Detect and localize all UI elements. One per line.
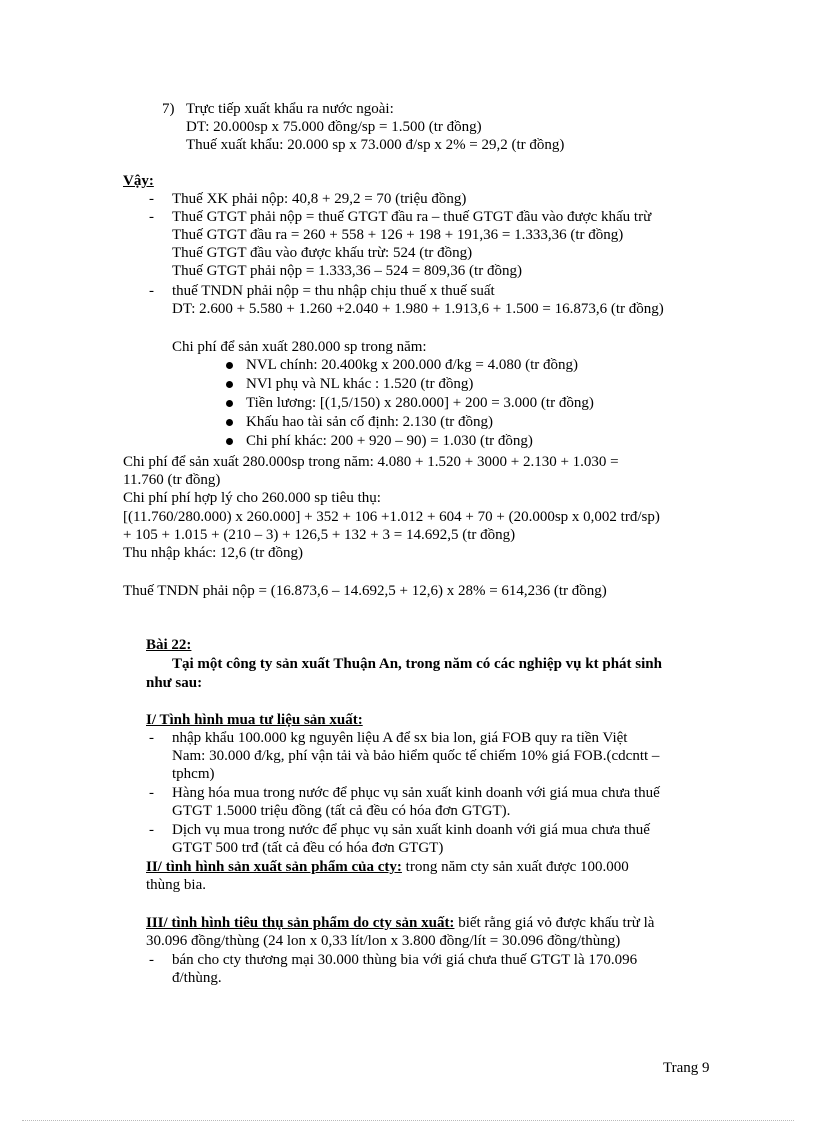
- exercise-intro: như sau:: [146, 675, 203, 691]
- vay-item: Thuế GTGT phải nộp = 1.333,36 – 524 = 809,36 (tr đồng): [172, 263, 522, 279]
- body-line: + 105 + 1.015 + (210 – 3) + 126,5 + 132 + 3 = 14.692,5 (tr đồng): [123, 527, 516, 543]
- cost-item: NVL chính: 20.400kg x 200.000 đ/kg = 4.080 (tr đồng): [246, 357, 579, 373]
- section-ii-text: thùng bia.: [146, 877, 206, 893]
- dash-bullet: -: [149, 730, 154, 746]
- section-i-item: GTGT 1.5000 triệu đồng (tất cả đều có hóa đơn GTGT).: [172, 803, 511, 819]
- bullet-dot-icon: [226, 381, 233, 388]
- section-7-export-tax: Thuế xuất khẩu: 20.000 sp x 73.000 đ/sp x 2% = 29,2 (tr đồng): [186, 137, 565, 153]
- dash-bullet: -: [149, 209, 154, 225]
- section-iii-item: đ/thùng.: [172, 970, 222, 986]
- body-line: [(11.760/280.000) x 260.000] + 352 + 106 +1.012 + 604 + 70 + (20.000sp x 0,002 trđ/sp): [123, 509, 660, 525]
- section-i-item: Hàng hóa mua trong nước để phục vụ sản xuất kinh doanh với giá mua chưa thuế: [172, 785, 660, 801]
- body-line: Chi phí để sản xuất 280.000sp trong năm: 4.080 + 1.520 + 3000 + 2.130 + 1.030 =: [123, 454, 619, 470]
- section-iii-heading: III/ tình hình tiêu thụ sản phẩm do cty sản xuất:: [146, 915, 455, 931]
- section-7-revenue: DT: 20.000sp x 75.000 đồng/sp = 1.500 (tr đồng): [186, 119, 482, 135]
- body-line: 11.760 (tr đồng): [123, 472, 221, 488]
- bullet-dot-icon: [226, 362, 233, 369]
- section-i-item: tphcm): [172, 766, 215, 782]
- section-ii-text: trong năm cty sản xuất được 100.000: [401, 859, 629, 875]
- section-iii-text: biết rằng giá vỏ được khấu trừ là: [454, 915, 655, 931]
- vay-item: Thuế GTGT đầu vào được khấu trừ: 524 (tr đồng): [172, 245, 473, 261]
- dash-bullet: -: [149, 822, 154, 838]
- vay-item: Thuế GTGT phải nộp = thuế GTGT đầu ra – thuế GTGT đầu vào được khấu trừ: [172, 209, 652, 225]
- section-7-title: Trực tiếp xuất khẩu ra nước ngoài:: [186, 101, 394, 117]
- section-ii-line: [146, 858, 629, 876]
- section-ii-heading: II/ tình hình sản xuất sản phẩm của cty:: [146, 859, 402, 875]
- vay-item: DT: 2.600 + 5.580 + 1.260 +2.040 + 1.980 + 1.913,6 + 1.500 = 16.873,6 (tr đồng): [172, 301, 664, 317]
- cost-item: Chi phí khác: 200 + 920 – 90) = 1.030 (tr đồng): [246, 433, 533, 449]
- page-number: Trang 9: [663, 1060, 710, 1076]
- dash-bullet: -: [149, 191, 154, 207]
- section-iii-item: bán cho cty thương mại 30.000 thùng bia với giá chưa thuế GTGT là 170.096: [172, 952, 638, 968]
- vay-item: thuế TNDN phải nộp = thu nhập chịu thuế x thuế suất: [172, 283, 495, 299]
- exercise-intro: Tại một công ty sản xuất Thuận An, trong năm có các nghiệp vụ kt phát sinh: [172, 656, 662, 672]
- cost-item: NVl phụ và NL khác : 1.520 (tr đồng): [246, 376, 474, 392]
- page-divider: [22, 1120, 794, 1121]
- section-i-item: nhập khẩu 100.000 kg nguyên liệu A để sx bia lon, giá FOB quy ra tiền Việt: [172, 730, 628, 746]
- section-i-item: GTGT 500 trđ (tất cả đều có hóa đơn GTGT): [172, 840, 444, 856]
- bullet-dot-icon: [226, 438, 233, 445]
- cost-heading: Chi phí để sản xuất 280.000 sp trong năm:: [172, 339, 427, 355]
- section-iii-line: [146, 914, 654, 932]
- section-iii-text: 30.096 đồng/thùng (24 lon x 0,33 lít/lon x 3.800 đồng/lít = 30.096 đồng/thùng): [146, 933, 621, 949]
- vay-heading: Vậy:: [123, 173, 154, 189]
- section-i-heading: I/ Tình hình mua tư liệu sản xuất:: [146, 712, 363, 728]
- bullet-dot-icon: [226, 419, 233, 426]
- exercise-title: Bài 22:: [146, 637, 192, 653]
- dash-bullet: -: [149, 785, 154, 801]
- tndn-result: Thuế TNDN phải nộp = (16.873,6 – 14.692,5 + 12,6) x 28% = 614,236 (tr đồng): [123, 583, 607, 599]
- dash-bullet: -: [149, 283, 154, 299]
- body-line: Chi phí phí hợp lý cho 260.000 sp tiêu thụ:: [123, 490, 381, 506]
- cost-item: Khấu hao tài sản cố định: 2.130 (tr đồng): [246, 414, 494, 430]
- body-line: Thu nhập khác: 12,6 (tr đồng): [123, 545, 303, 561]
- item-number: 7): [162, 101, 175, 117]
- cost-item: Tiền lương: [(1,5/150) x 280.000] + 200 = 3.000 (tr đồng): [246, 395, 594, 411]
- bullet-dot-icon: [226, 400, 233, 407]
- section-i-item: Dịch vụ mua trong nước để phục vụ sản xuất kinh doanh với giá mua chưa thuế: [172, 822, 650, 838]
- vay-item: Thuế GTGT đầu ra = 260 + 558 + 126 + 198 + 191,36 = 1.333,36 (tr đồng): [172, 227, 624, 243]
- section-i-item: Nam: 30.000 đ/kg, phí vận tải và bảo hiểm quốc tế chiếm 10% giá FOB.(cdcntt –: [172, 748, 660, 764]
- dash-bullet: -: [149, 952, 154, 968]
- vay-item: Thuế XK phải nộp: 40,8 + 29,2 = 70 (triệu đồng): [172, 191, 467, 207]
